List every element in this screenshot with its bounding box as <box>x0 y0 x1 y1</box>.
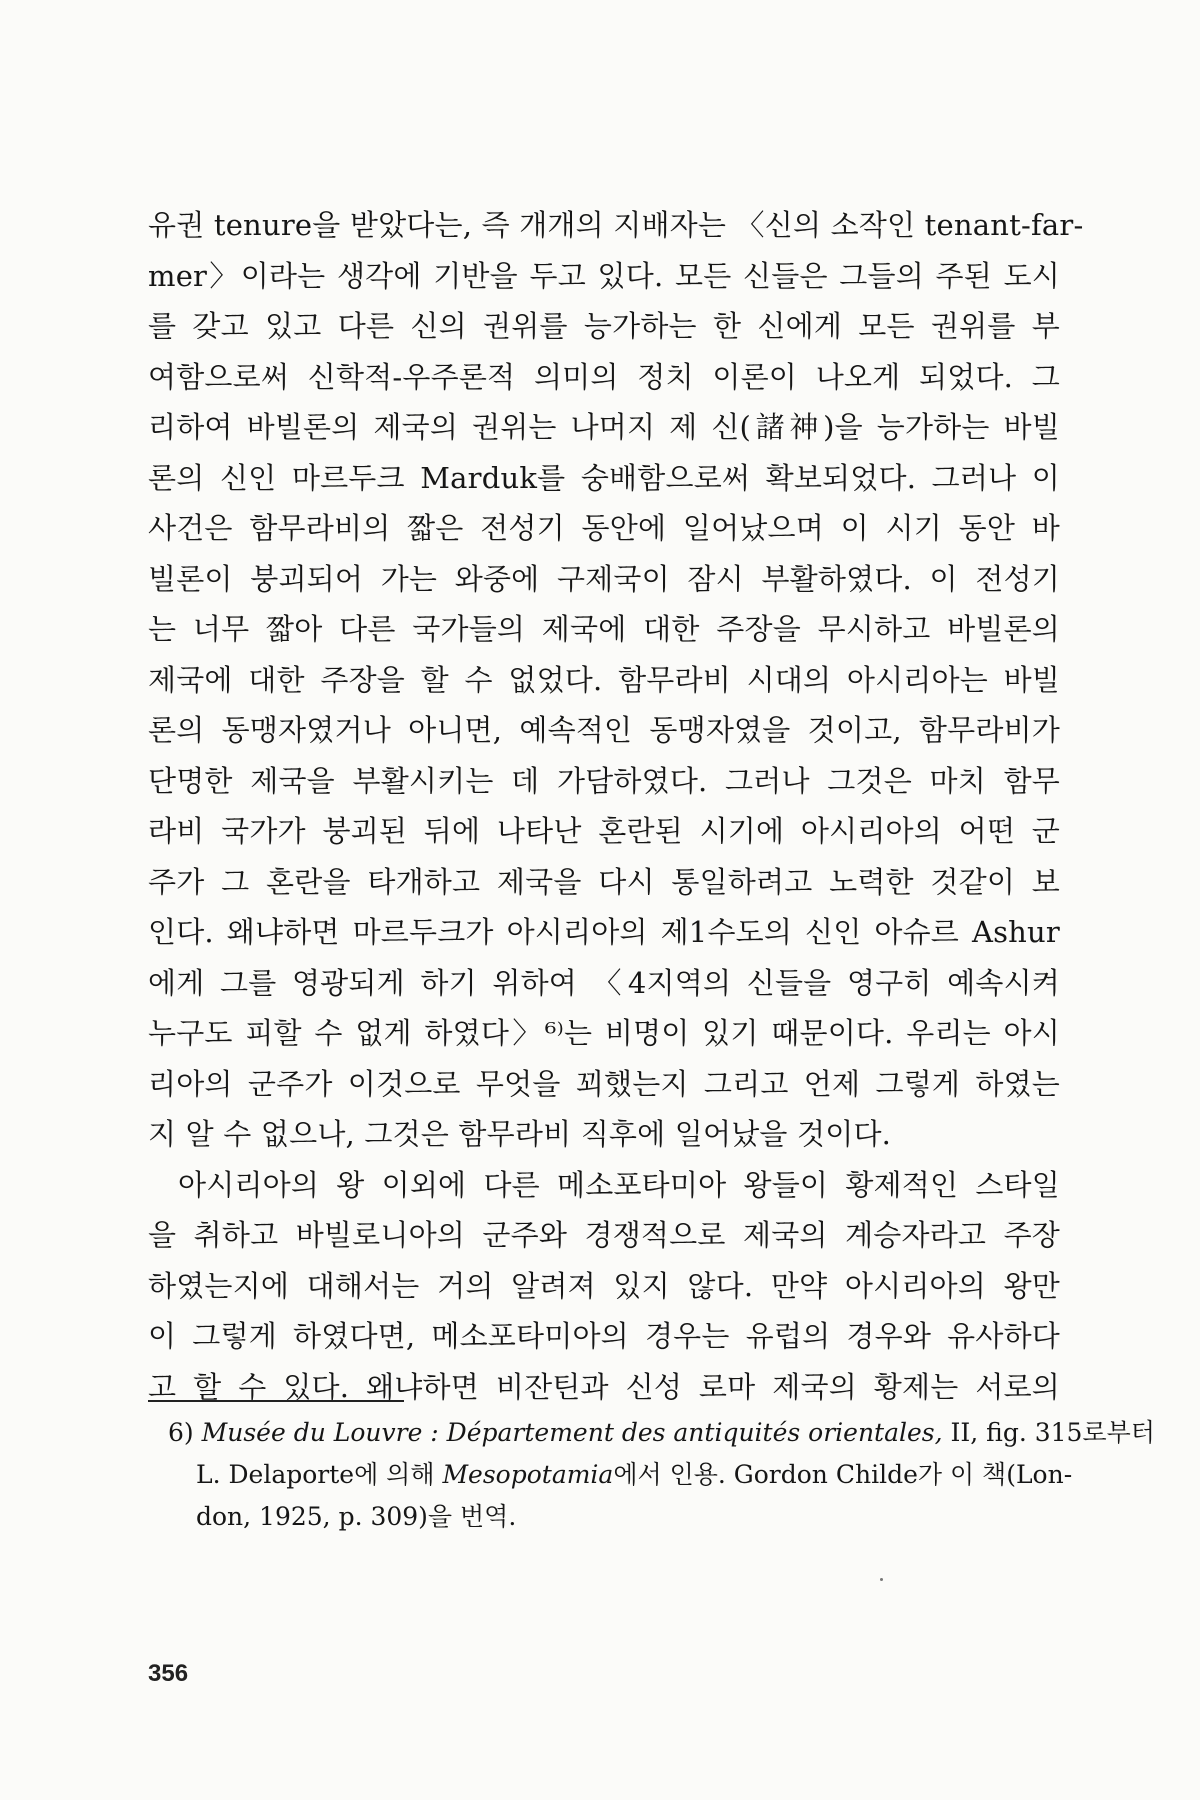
body-line: 이 그렇게 하였다면, 메소포타미아의 경우는 유럽의 경우와 유사하다 <box>148 1319 1060 1353</box>
body-line: 여함으로써 신학적-우주론적 의미의 정치 이론이 나오게 되었다. 그 <box>148 359 1060 394</box>
scan-speck <box>880 1578 883 1581</box>
footnote-line <box>148 1454 1073 1496</box>
body-line: 론의 신인 마르두크 Marduk를 숭배함으로써 확보되었다. 그러나 이 <box>148 460 1060 495</box>
body-line: 라비 국가가 붕괴된 뒤에 나타난 혼란된 시기에 아시리아의 어떤 군 <box>148 814 1060 848</box>
body-line: 인다. 왜냐하면 마르두크가 아시리아의 제1수도의 신인 아슈르 Ashur <box>148 915 1060 949</box>
body-line: 제국에 대한 주장을 할 수 없었다. 함무라비 시대의 아시리아는 바빌 <box>148 662 1060 697</box>
footnote-book-title: Mesopotamia <box>442 1460 614 1489</box>
body-line: 사건은 함무라비의 짧은 전성기 동안에 일어났으며 이 시기 동안 바 <box>148 511 1060 545</box>
body-line: mer〉이라는 생각에 기반을 두고 있다. 모든 신들은 그들의 주된 도시 <box>148 258 1060 293</box>
body-line: 고 할 수 있다. 왜냐하면 비잔틴과 신성 로마 제국의 황제는 서로의 <box>148 1369 1060 1404</box>
body-line: 를 갖고 있고 다른 신의 권위를 능가하는 한 신에게 모든 권위를 부 <box>148 309 1060 343</box>
body-line: 주가 그 혼란을 타개하고 제국을 다시 통일하려고 노력한 것같이 보 <box>148 864 1060 899</box>
footnote-marker: 6) <box>168 1418 194 1447</box>
footnote <box>148 1412 1155 1538</box>
footnote-text: 에서 인용. Gordon Childe가 이 책(Lon- <box>613 1460 1073 1489</box>
body-line: 을 취하고 바빌로니아의 군주와 경쟁적으로 제국의 계승자라고 주장 <box>148 1218 1060 1252</box>
footnote-text: L. Delaporte에 의해 <box>196 1460 443 1489</box>
footnote-line <box>148 1412 1155 1454</box>
body-line: 리아의 군주가 이것으로 무엇을 꾀했는지 그리고 언제 그렇게 하였는 <box>148 1066 1060 1101</box>
body-text <box>148 200 1084 1412</box>
body-line: 론의 동맹자였거나 아니면, 예속적인 동맹자였을 것이고, 함무라비가 <box>148 713 1060 747</box>
body-line: 지 알 수 없으나, 그것은 함무라비 직후에 일어났을 것이다. <box>148 1117 892 1151</box>
footnote-line: don, 1925, p. 309)을 번역. <box>196 1502 517 1531</box>
body-line: 는 너무 짧아 다른 국가들의 제국에 대한 주장을 무시하고 바빌론의 <box>148 612 1060 646</box>
body-line: 에게 그를 영광되게 하기 위하여 〈4지역의 신들을 영구히 예속시켜 <box>148 965 1060 1000</box>
body-line: 하였는지에 대해서는 거의 알려져 있지 않다. 만약 아시리아의 왕만 <box>148 1268 1060 1303</box>
footnote-divider <box>148 1400 404 1402</box>
body-line: 빌론이 붕괴되어 가는 와중에 구제국이 잠시 부활하였다. 이 전성기 <box>148 561 1060 596</box>
paragraph-start-line: 아시리아의 왕 이외에 다른 메소포타미아 왕들이 황제적인 스타일 <box>178 1167 1060 1202</box>
footnote-source-title: Musée du Louvre : Département des antiquités orientales, <box>201 1418 943 1447</box>
body-line: 유권 tenure을 받았다는, 즉 개개의 지배자는 〈신의 소작인 tenant-far- <box>148 208 1084 242</box>
body-line: 리하여 바빌론의 제국의 권위는 나머지 제 신(諸神)을 능가하는 바빌 <box>148 410 1060 444</box>
body-line: 누구도 피할 수 없게 하였다〉⁶⁾는 비명이 있기 때문이다. 우리는 아시 <box>148 1016 1060 1050</box>
body-line: 단명한 제국을 부활시키는 데 가담하였다. 그러나 그것은 마치 함무 <box>148 763 1060 798</box>
footnote-text: II, fig. 315로부터 <box>942 1418 1155 1447</box>
page-number: 356 <box>148 1660 189 1687</box>
